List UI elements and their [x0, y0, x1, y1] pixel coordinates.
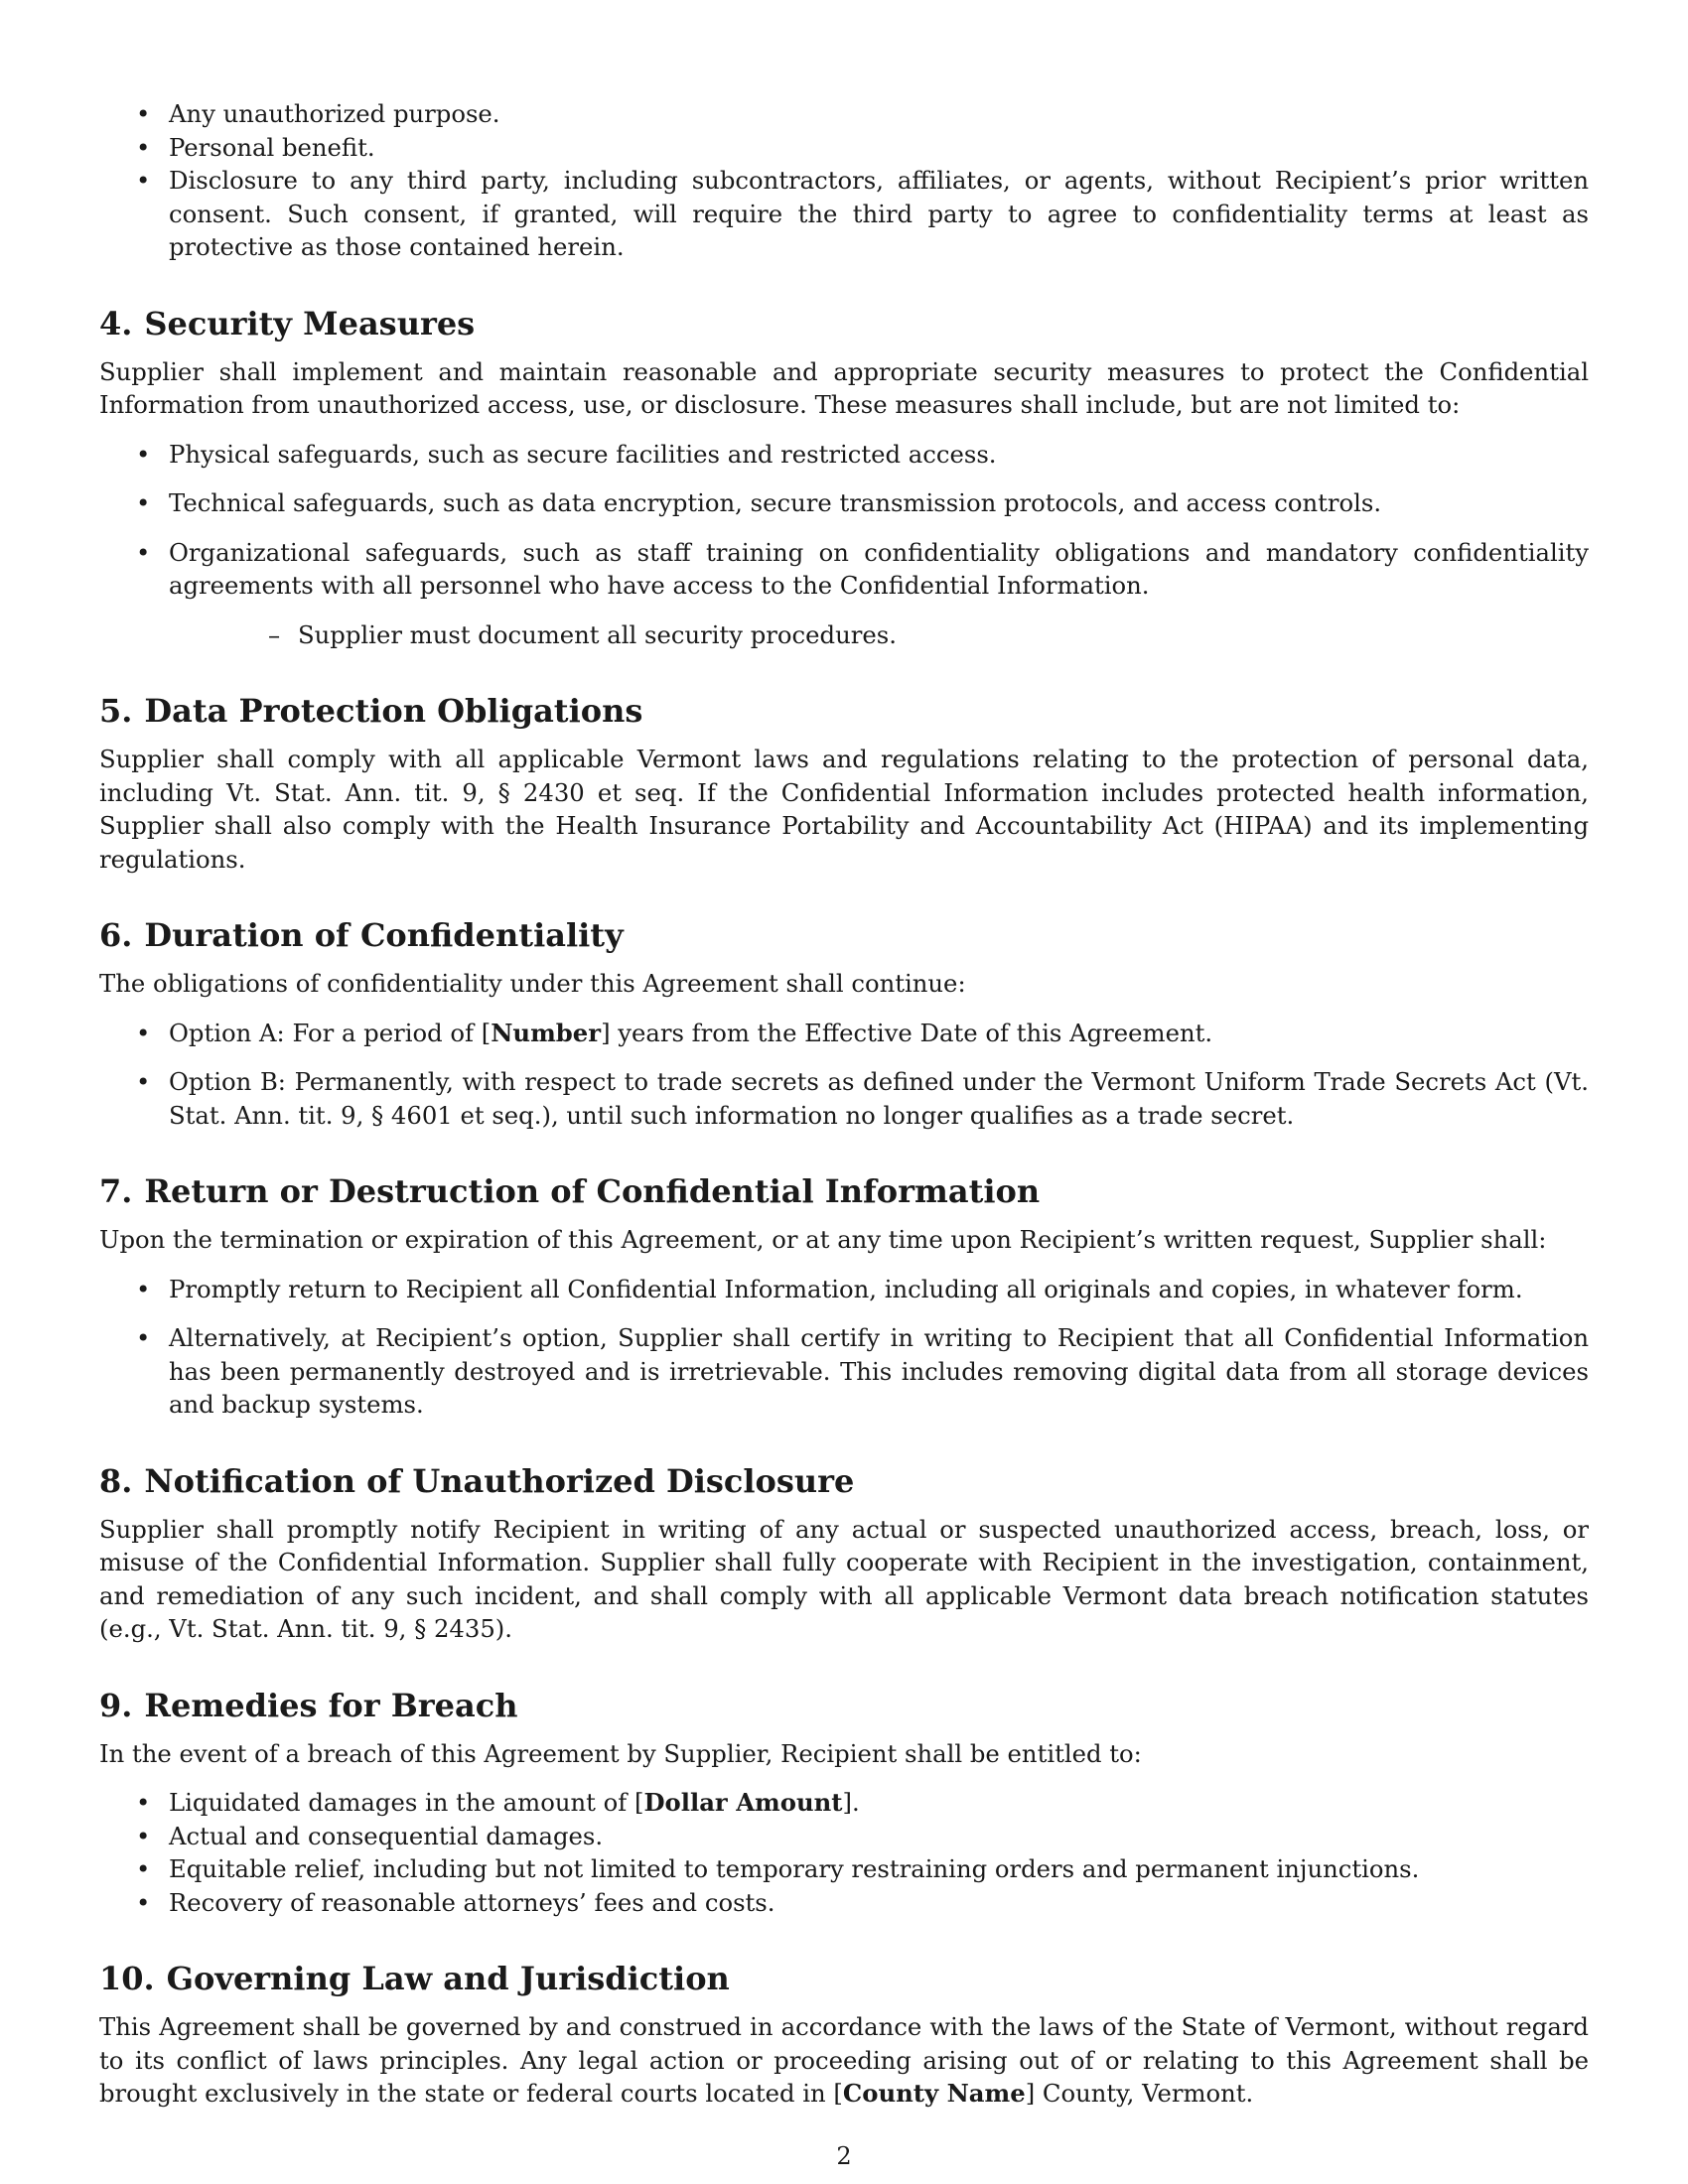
- section-heading: 8. Notification of Unauthorized Disclosure: [99, 1461, 855, 1500]
- list-item: • Personal benefit.: [99, 131, 1589, 165]
- list-item: • Physical safeguards, such as secure facilities and restricted access.: [99, 438, 1589, 472]
- list-item: • Disclosure to any third party, including subcontractors, affiliates, or agents, without Recipient’s prior written consent. Such consent, if granted, will require the third party to agree to confidentiality terms at least as protective as those contained herein.: [99, 164, 1589, 264]
- sub-list-item: – Supplier must document all security procedures.: [169, 618, 1589, 652]
- page-number: 2: [836, 2142, 852, 2170]
- section-intro: In the event of a breach of this Agreement by Supplier, Recipient shall be entitled to:: [99, 1738, 1142, 1768]
- placeholder-dollar-amount: Dollar Amount: [643, 1788, 843, 1817]
- section-duration: [99, 915, 1589, 1132]
- security-list: [99, 438, 1589, 652]
- duration-options-list: [99, 1017, 1589, 1133]
- section-intro: Supplier shall implement and maintain reasonable and appropriate security measures to protect the Confidential Information from unauthorized access, use, or disclosure. These measures shall include, but are not limited to:: [99, 356, 1589, 419]
- section-remedies: [99, 1686, 1589, 1920]
- list-item: • Alternatively, at Recipient’s option, Supplier shall certify in writing to Recipient that all Confidential Information has been permanently destroyed and is irretrievable. This includes removing digital data from all storage devices and backup systems.: [99, 1321, 1589, 1422]
- section-data-protection: [99, 691, 1589, 876]
- list-item: • Organizational safeguards, such as staff training on confidentiality obligations and mandatory confidentiality agreements with all personnel who have access to the Confidential Information. – Supplier must document all security procedures.: [99, 536, 1589, 652]
- list-item: • Any unauthorized purpose.: [99, 97, 1589, 131]
- list-item: • Equitable relief, including but not limited to temporary restraining orders and permanent injunctions.: [99, 1852, 1589, 1886]
- section-heading: 6. Duration of Confidentiality: [99, 916, 624, 954]
- list-item: • Technical safeguards, such as data encryption, secure transmission protocols, and access controls.: [99, 486, 1589, 520]
- section-heading: 10. Governing Law and Jurisdiction: [99, 1960, 730, 1997]
- section-intro: The obligations of confidentiality under this Agreement shall continue:: [99, 969, 966, 998]
- section-body: Supplier shall promptly notify Recipient in writing of any actual or suspected unauthorized access, breach, loss, or misuse of the Confidential Information. Supplier shall fully cooperate with Recipient in the investigation, containment, and remediation of any such incident, and shall comply with all applicable Vermont data breach notification statutes (e.g., Vt. Stat. Ann. tit. 9, § 2435).: [99, 1514, 1589, 1643]
- section-return-destruction: [99, 1171, 1589, 1422]
- remedies-list: [99, 1786, 1589, 1919]
- list-item: • Promptly return to Recipient all Confidential Information, including all originals and copies, in whatever form.: [99, 1273, 1589, 1306]
- placeholder-county-name: County Name: [842, 2079, 1026, 2108]
- list-item: • Actual and consequential damages.: [99, 1820, 1589, 1853]
- section-security-measures: [99, 304, 1589, 652]
- section-heading: 5. Data Protection Obligations: [99, 692, 643, 730]
- section-body: This Agreement shall be governed by and construed in accordance with the laws of the State of Vermont, without regard to its conflict of laws principles. Any legal action or proceeding arising out of or relating to this Agreement shall be brought exclusively in the state or federal courts located in [County Name] County, Vermont.: [99, 2012, 1589, 2108]
- section-notification: [99, 1461, 1589, 1646]
- list-item: • Liquidated damages in the amount of [Dollar Amount].: [99, 1786, 1589, 1820]
- sub-list: [169, 618, 1589, 652]
- document-page: [99, 97, 1589, 2111]
- section-heading: 4. Security Measures: [99, 304, 476, 342]
- section-heading: 7. Return or Destruction of Confidential Information: [99, 1172, 1041, 1210]
- list-item: • Recovery of reasonable attorneys’ fees and costs.: [99, 1886, 1589, 1920]
- section-intro: Upon the termination or expiration of this Agreement, or at any time upon Recipient’s written request, Supplier shall:: [99, 1225, 1547, 1254]
- section-body: Supplier shall comply with all applicable Vermont laws and regulations relating to the protection of personal data, including Vt. Stat. Ann. tit. 9, § 2430 et seq. If the Confidential Information includes protected health information, Supplier shall also comply with the Health Insurance Portability and Accountability Act (HIPAA) and its implementing regulations.: [99, 745, 1589, 874]
- list-item-option-b: • Option B: Permanently, with respect to trade secrets as defined under the Vermont Uniform Trade Secrets Act (Vt. Stat. Ann. tit. 9, § 4601 et seq.), until such information no longer qualifies as a trade secret.: [99, 1065, 1589, 1132]
- list-item-option-a: • Option A: For a period of [Number] years from the Effective Date of this Agreement.: [99, 1017, 1589, 1050]
- placeholder-number: Number: [491, 1018, 602, 1047]
- return-list: [99, 1273, 1589, 1422]
- section-governing-law: [99, 1959, 1589, 2111]
- section-heading: 9. Remedies for Breach: [99, 1686, 518, 1724]
- continued-list: [99, 97, 1589, 264]
